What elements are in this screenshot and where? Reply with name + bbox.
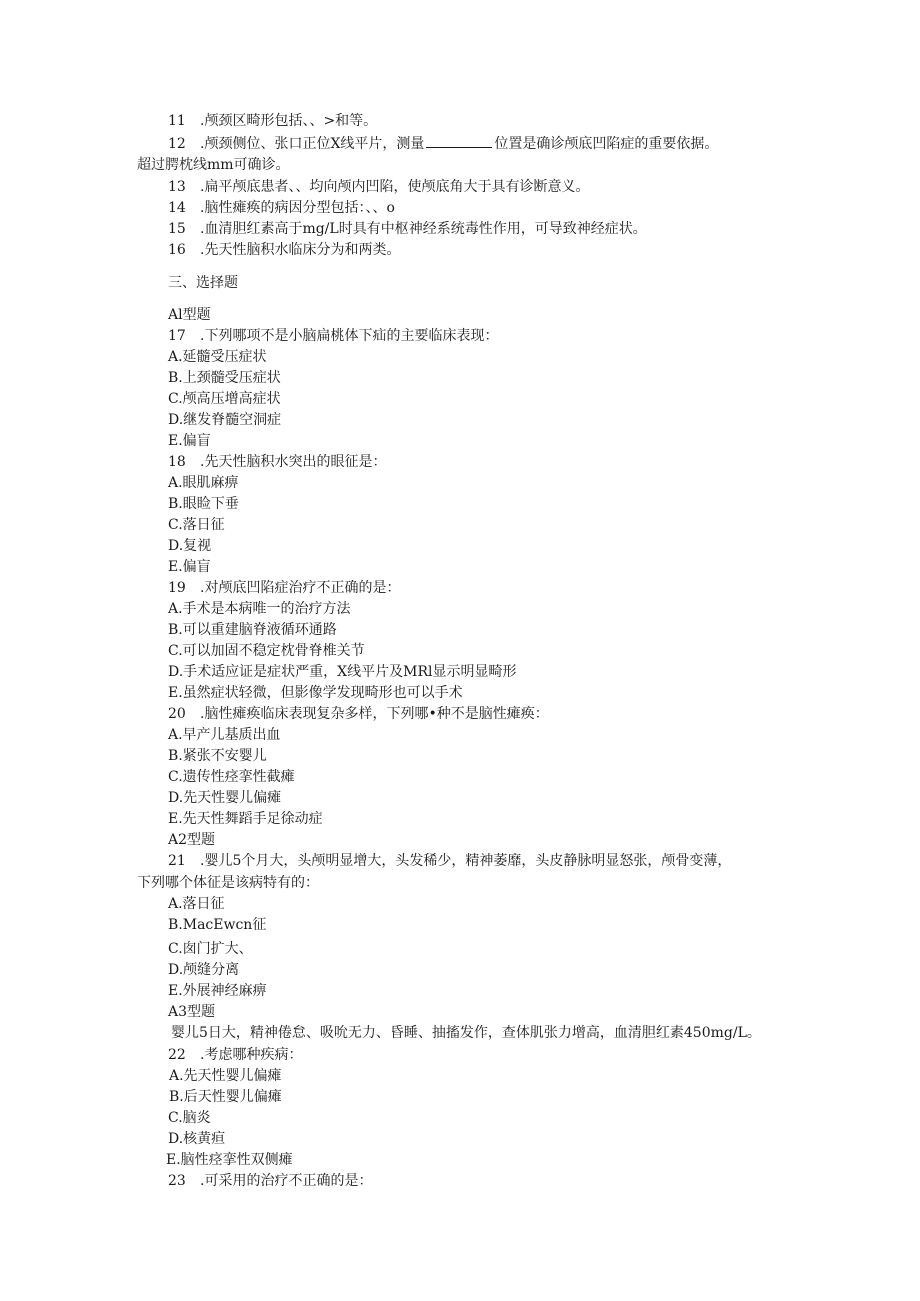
a3-type-label: A3型题 bbox=[168, 1004, 216, 1020]
a1-type-label: Al型题 bbox=[168, 307, 211, 323]
option-e: E.偏盲 bbox=[168, 433, 211, 449]
question-13 bbox=[168, 178, 589, 196]
question-14 bbox=[168, 199, 395, 217]
question-text: .血清胆红素高于mg/L时具有中枢神经系统毒性作用，可导致神经症状。 bbox=[200, 221, 647, 237]
question-text-after: 位置是确诊颅底凹陷症的重要依据。 bbox=[494, 136, 719, 152]
option-b: B.MacEwcn征 bbox=[168, 917, 267, 933]
question-15 bbox=[168, 220, 647, 238]
question-stem: .先天性脑积水突出的眼征是： bbox=[200, 454, 387, 470]
question-text: .扁平颅底患者、、均向颅内凹陷，使颅底角大于具有诊断意义。 bbox=[200, 179, 590, 195]
question-number: 13 bbox=[168, 179, 186, 195]
option-c: C.颅高压增高症状 bbox=[168, 391, 281, 407]
option-e: E.先天性舞蹈手足徐动症 bbox=[168, 811, 323, 827]
question-number: 15 bbox=[168, 221, 186, 237]
option-b: B.可以重建脑脊液循环通路 bbox=[168, 622, 337, 638]
option-c: C.落日征 bbox=[168, 517, 225, 533]
option-c: C.遗传性痉挛性截瘫 bbox=[168, 769, 295, 785]
question-12-continuation: 超过腭枕线mm可确诊。 bbox=[137, 157, 290, 173]
question-number: 21 bbox=[168, 853, 186, 869]
question-12 bbox=[168, 134, 718, 153]
question-16 bbox=[168, 241, 400, 259]
question-number: 22 bbox=[168, 1047, 186, 1063]
option-c: C.可以加固不稳定枕骨脊椎关节 bbox=[168, 643, 365, 659]
question-number: 20 bbox=[168, 706, 186, 722]
option-a: A.手术是本病唯一的治疗方法 bbox=[168, 601, 351, 617]
question-17 bbox=[168, 327, 498, 345]
option-a: A.落日征 bbox=[168, 896, 225, 912]
question-number: 23 bbox=[168, 1173, 186, 1189]
option-e: E.虽然症状轻微，但影像学发现畸形也可以手术 bbox=[168, 685, 463, 701]
option-d: D.先天性婴儿偏瘫 bbox=[168, 790, 282, 806]
question-number: 17 bbox=[168, 328, 186, 344]
option-c: C.囱门扩大、 bbox=[168, 941, 253, 957]
option-d: D.颅缝分离 bbox=[168, 962, 240, 978]
option-d: D.继发脊髓空洞症 bbox=[168, 412, 282, 428]
option-e: E.偏盲 bbox=[168, 559, 211, 575]
question-stem: .婴儿5个月大，头颅明显增大，头发稀少，精神萎靡，头皮静脉明显怒张，颅骨变薄， bbox=[200, 853, 732, 869]
question-11 bbox=[168, 112, 377, 130]
question-22 bbox=[168, 1046, 302, 1064]
question-text: .先天性脑积水临床分为和两类。 bbox=[200, 242, 401, 258]
question-21-continuation: 下列哪个体征是该病特有的： bbox=[137, 875, 319, 891]
question-stem: .对颅底凹陷症治疗不正确的是： bbox=[200, 580, 401, 596]
option-d: D.复视 bbox=[168, 538, 212, 554]
question-19 bbox=[168, 579, 400, 597]
question-text: .颅颈区畸形包括、、>和等。 bbox=[200, 113, 378, 129]
section-title: 三、选择题 bbox=[168, 275, 238, 291]
question-number: 16 bbox=[168, 242, 186, 258]
option-a: A.眼肌麻痹 bbox=[168, 475, 239, 491]
question-number: 12 bbox=[168, 136, 186, 152]
case-description: 婴儿5日大，精神倦怠、吸吮无力、昏睡、抽搐发作，查体肌张力增高，血清胆红素450mg/L。 bbox=[171, 1025, 761, 1041]
option-e: E.脑性痉挛性双侧瘫 bbox=[166, 1152, 293, 1168]
question-number: 14 bbox=[168, 200, 186, 216]
question-21 bbox=[168, 852, 731, 870]
question-stem: .下列哪项不是小脑扁桃体下疝的主要临床表现： bbox=[200, 328, 499, 344]
question-text: .脑性瘫痪的病因分型包括：、、o bbox=[200, 200, 395, 216]
answer-blank bbox=[426, 134, 492, 148]
option-a: A.延髓受压症状 bbox=[168, 349, 267, 365]
question-number: 11 bbox=[168, 113, 186, 129]
question-23 bbox=[168, 1172, 372, 1190]
a2-type-label: A2型题 bbox=[168, 832, 216, 848]
option-b: B.眼睑下垂 bbox=[168, 496, 239, 512]
question-stem: .可采用的治疗不正确的是： bbox=[200, 1173, 373, 1189]
option-b: B.紧张不安婴儿 bbox=[168, 748, 267, 764]
option-b: B.后天性婴儿偏瘫 bbox=[169, 1089, 282, 1105]
question-number: 18 bbox=[168, 454, 186, 470]
option-d: D.手术适应证是症状严重，X线平片及MRl显示明显畸形 bbox=[168, 664, 517, 680]
question-stem: .考虑哪种疾病： bbox=[200, 1047, 303, 1063]
question-stem: .脑性瘫痪临床表现复杂多样，下列哪•种不是脑性瘫痪： bbox=[200, 706, 549, 722]
question-number: 19 bbox=[168, 580, 186, 596]
question-20 bbox=[168, 705, 549, 723]
option-a: A.先天性婴儿偏瘫 bbox=[169, 1068, 282, 1084]
option-c: C.脑炎 bbox=[168, 1110, 211, 1126]
option-d: D.核黄疸 bbox=[168, 1131, 226, 1147]
question-18 bbox=[168, 453, 386, 471]
option-a: A.早产儿基质出血 bbox=[168, 727, 281, 743]
option-e: E.外展神经麻痹 bbox=[168, 983, 267, 999]
question-text: .颅颈侧位、张口正位X线平片，测量 bbox=[200, 136, 425, 152]
option-b: B.上颈髓受压症状 bbox=[168, 370, 281, 386]
